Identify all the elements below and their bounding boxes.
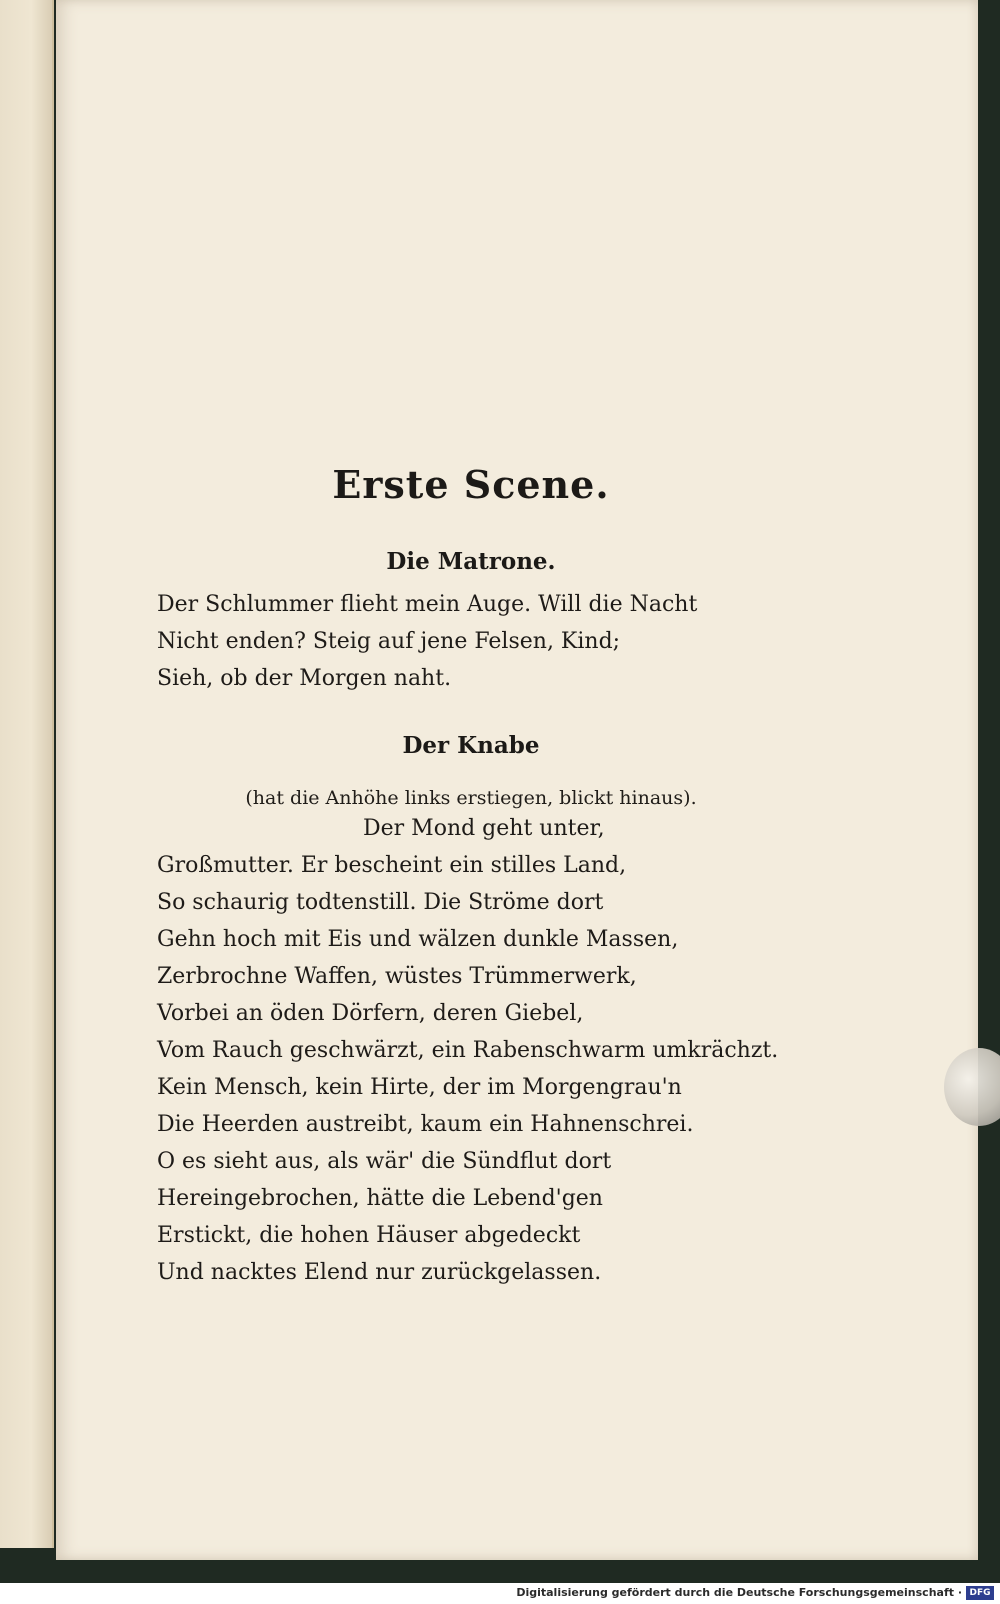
dfg-credit: Digitalisierung gefördert durch die Deutsche Forschungsgemeinschaft · <box>516 1586 962 1599</box>
verse-line: Nicht enden? Steig auf jene Felsen, Kind; <box>157 629 621 654</box>
verse-line: Zerbrochne Waffen, wüstes Trümmerwerk, <box>157 964 637 989</box>
speaker-knabe: Der Knabe <box>402 732 540 759</box>
verse-line: Vorbei an öden Dörfern, deren Giebel, <box>157 1001 584 1026</box>
verse-line: So schaurig todtenstill. Die Ströme dort <box>157 890 604 915</box>
verse-line: Der Schlummer flieht mein Auge. Will die Nacht <box>157 592 698 617</box>
verse-line: Gehn hoch mit Eis und wälzen dunkle Massen, <box>157 927 679 952</box>
matrone-verse <box>157 586 797 697</box>
speaker-matrone: Die Matrone. <box>386 548 556 575</box>
verse-line: Vom Rauch geschwärzt, ein Rabenschwarm umkrächzt. <box>157 1038 779 1063</box>
verse-line: Erstickt, die hohen Häuser abgedeckt <box>157 1223 581 1248</box>
verse-line: O es sieht aus, als wär' die Sündflut dort <box>157 1149 612 1174</box>
knabe-verse <box>157 810 797 1291</box>
dfg-logo: DFG <box>966 1586 994 1600</box>
verse-line: Großmutter. Er bescheint ein stilles Land, <box>157 853 627 878</box>
footer-bar <box>0 1583 1000 1604</box>
verse-line: Und nacktes Elend nur zurückgelassen. <box>157 1260 602 1285</box>
verse-line: Sieh, ob der Morgen naht. <box>157 666 452 691</box>
previous-page-edge <box>0 0 54 1548</box>
verse-line: Der Mond geht unter, <box>363 816 605 841</box>
book-page <box>56 0 978 1560</box>
scene-title: Erste Scene. <box>332 462 610 507</box>
verse-line: Kein Mensch, kein Hirte, der im Morgengrau'n <box>157 1075 682 1100</box>
verse-line: Die Heerden austreibt, kaum ein Hahnenschrei. <box>157 1112 694 1137</box>
stage-direction: (hat die Anhöhe links erstiegen, blickt hinaus). <box>245 787 697 809</box>
verse-line: Hereingebrochen, hätte die Lebend'gen <box>157 1186 603 1211</box>
